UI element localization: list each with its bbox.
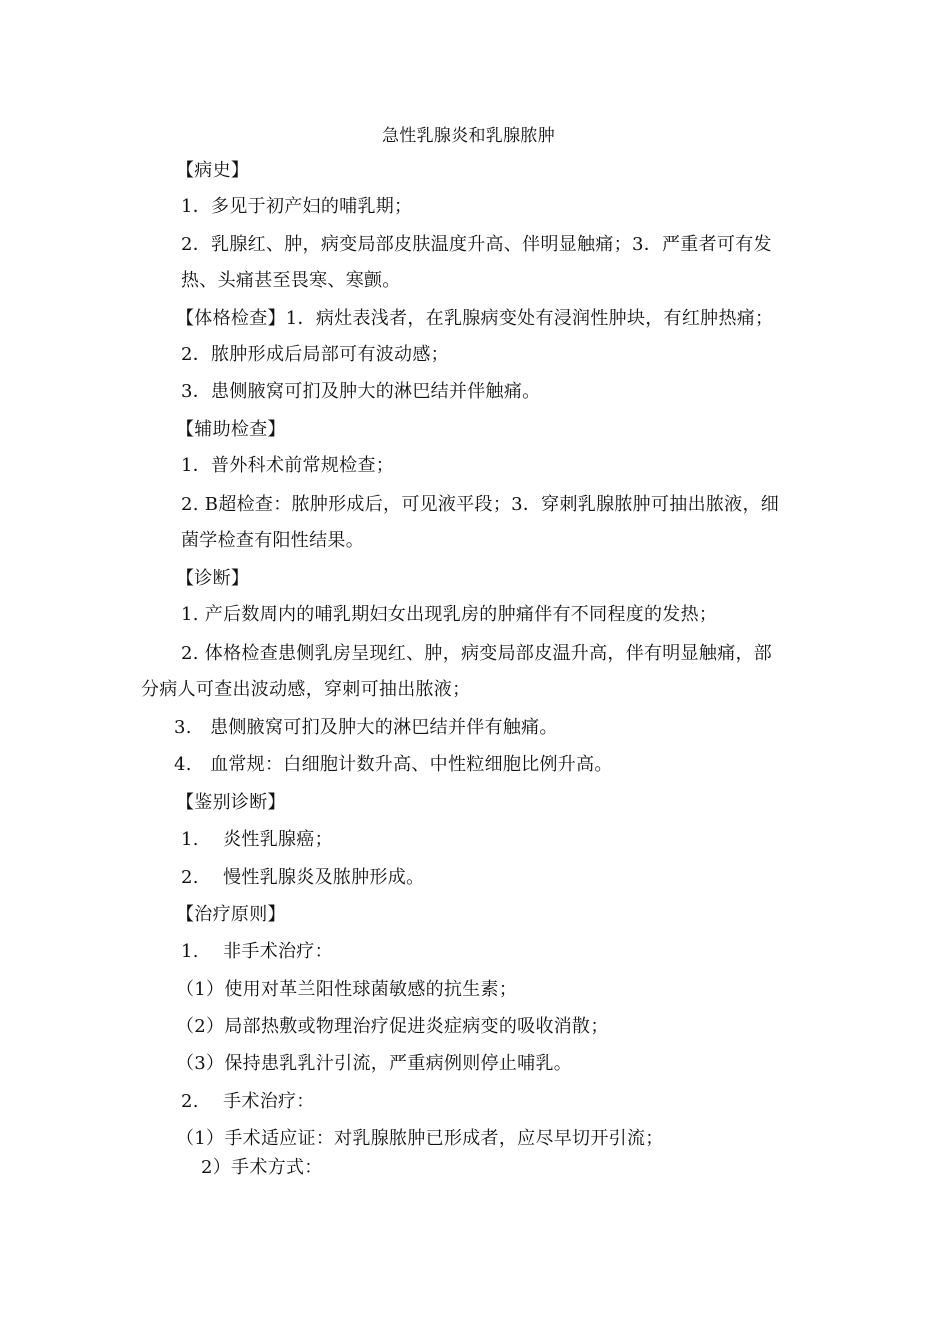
paragraph-line: 2．乳腺红、肿，病变局部皮肤温度升高、伴明显触痛；3．严重者可有发 xyxy=(181,234,772,255)
paragraph-line: 2. 慢性乳腺炎及脓肿形成。 xyxy=(181,867,425,888)
paragraph-line: 分病人可查出波动感，穿刺可抽出脓液； xyxy=(141,679,471,700)
paragraph-line: 1. 产后数周内的哺乳期妇女出现乳房的肿痛伴有不同程度的发热； xyxy=(181,604,718,625)
paragraph-line: （1）使用对革兰阳性球菌敏感的抗生素； xyxy=(176,979,518,1000)
paragraph-line: 3．患侧腋窝可扪及肿大的淋巴结并伴触痛。 xyxy=(181,381,541,402)
paragraph-line: 2．脓肿形成后局部可有波动感； xyxy=(181,344,449,365)
paragraph-line: 2. 体格检查患侧乳房呈现红、肿，病变局部皮温升高，伴有明显触痛，部 xyxy=(181,643,773,664)
paragraph-line: 1．多见于初产妇的哺乳期； xyxy=(181,196,413,217)
section-heading-diagnosis: 【诊断】 xyxy=(176,568,250,589)
section-heading-physical-exam: 【体格检查】1．病灶表浅者，在乳腺病变处有浸润性肿块，有红肿热痛； xyxy=(176,308,774,329)
paragraph-line: 3. 患侧腋窝可扪及肿大的淋巴结并伴有触痛。 xyxy=(174,717,558,738)
paragraph-line: 热、头痛甚至畏寒、寒颤。 xyxy=(181,270,401,291)
paragraph-line: 1．普外科术前常规检查； xyxy=(181,455,395,476)
paragraph-line: 1. 非手术治疗： xyxy=(181,941,333,962)
paragraph-line: 菌学检查有阳性结果。 xyxy=(181,530,364,551)
paragraph-line: 1. 炎性乳腺癌； xyxy=(181,829,333,850)
section-heading-differential: 【鉴别诊断】 xyxy=(176,792,286,813)
section-heading-history: 【病史】 xyxy=(176,160,250,181)
paragraph-line: 2. 手术治疗： xyxy=(181,1091,315,1112)
section-heading-treatment: 【治疗原则】 xyxy=(176,904,286,925)
paragraph-line: 2. B超检查：脓肿形成后，可见液平段；3．穿刺乳腺脓肿可抽出脓液，细 xyxy=(181,494,780,515)
paragraph-line: 2）手术方式： xyxy=(201,1157,323,1178)
paragraph-line: （3）保持患乳乳汁引流，严重病例则停止哺乳。 xyxy=(176,1053,573,1074)
section-heading-auxiliary-exam: 【辅助检查】 xyxy=(176,419,286,440)
page-title: 急性乳腺炎和乳腺脓肿 xyxy=(382,126,555,146)
paragraph-line: 4. 血常规：白细胞计数升高、中性粒细胞比例升高。 xyxy=(174,754,613,775)
paragraph-line: （2）局部热敷或物理治疗促进炎症病变的吸收消散； xyxy=(176,1016,609,1037)
paragraph-line: （1）手术适应证：对乳腺脓肿已形成者，应尽早切开引流； xyxy=(176,1128,664,1149)
